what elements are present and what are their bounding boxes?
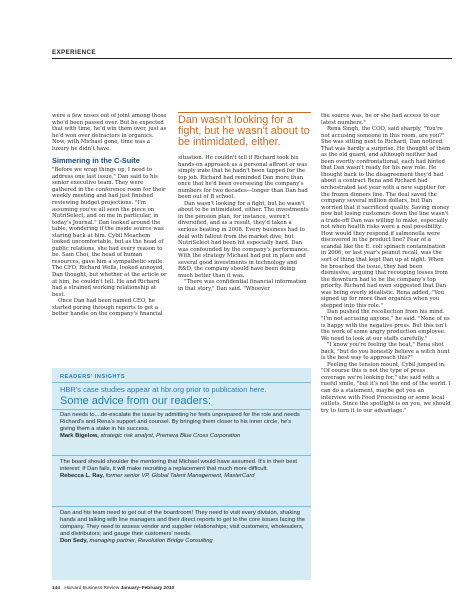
column3-paragraph-3: Dan pushed the recollection from his mind. "I'm not accusing anyone," he said. "None of us is happy with the negative press. But this isn't the work of some angry production employee. We need to look at our staffs carefully.": [321, 309, 450, 342]
column2-paragraph-3: "There was confidential financial information in that story," Dan said. "Whoever: [178, 279, 307, 292]
column3-paragraph-1: the source was, he or she had access to our latest numbers.": [321, 113, 440, 126]
readers-insights-box: [52, 368, 311, 580]
section-label: EXPERIENCE: [52, 49, 96, 56]
article-column-1: [52, 113, 168, 318]
article-column-2: [178, 155, 311, 292]
comment-author: Mark Bigelow,: [60, 433, 99, 440]
column2-paragraph-2: Dan wasn't looking for a fight, but he wasn't about to be intimidated, either. The investments in the pension plan, for instance, weren't diversified, and as a result, they'd taken a serious beating in 2008. Every business had to deal with fallout from the market dive, but NutriSelect had been hit especially hard. Dan was confounded by the company's performance. With the strategy Michael had put in place and several good investments in technology and R&D, the company should have been doing much better than it was.: [178, 200, 309, 279]
comment-author-role: former senior VP, Global Talent Management, MasterCard: [105, 473, 255, 480]
insights-divider: [52, 382, 311, 383]
reader-comment: [60, 459, 306, 480]
column3-paragraph-5: Feeling the tension mount, Cybil jumped in. "Of course this is not the type of press coverage we're looking for," she said with a rueful smile, "but it's not the end of the world. I can do a statement, maybe get you an interview with Food Processing or some local outlets. Since the spotlight is on you, we should try to turn it to our advantage.": [321, 361, 451, 414]
comment-author-role: managing partner, Revolution Bridge Consulting: [89, 538, 213, 545]
page-footer: [52, 586, 174, 591]
issue-date: January–February 2010: [120, 586, 175, 591]
article-column-3: [321, 113, 451, 414]
page-number: 144: [52, 586, 61, 591]
comment-author: Rebecca L. Ray,: [60, 473, 105, 480]
column1-paragraph-1: were a few noses out of joint among those who'd been passed over. But he expected that with time, he'd win them over, just as he'd won over detractors in organics. Now, with Michael gone, time was a luxury he didn't have.: [52, 113, 167, 152]
comment-divider: [52, 455, 311, 456]
comment-divider: [52, 506, 311, 507]
comment-text: Dan and his team need to get out of the boardroom! They need to visit every division, shaking hands and talking with line managers and their direct reports to get to the core issues facing the company. They need to assess vendor and supplier relationships; visit customers, wholesalers, and distributors; and gauge their customers' needs.: [60, 510, 305, 538]
header-divider: [52, 58, 452, 59]
insights-label: READERS' INSIGHTS: [60, 374, 126, 380]
column2-paragraph-1: situation. He couldn't tell if Richard took his hands-on approach as a personal affront or was simply irate that he hadn't been tapped for the top job. Richard had reminded Dan more than once that he'd been overseeing the company's numbers for two decades—longer than Dan had been out of B school.: [178, 155, 308, 201]
column3-paragraph-4: "I know you're feeling the heat," Rena shot back, "but do you honestly believe a witch hunt is the best way to approach this?": [321, 342, 450, 362]
pull-quote: Dan wasn't looking for a fight, but he wasn't about to be intimidated, either.: [178, 114, 310, 149]
comment-author-role: strategic risk analyst, Premera Blue Cross Corporation: [100, 433, 241, 440]
insights-intro: HBR's case studies appear at hbr.org prior to publication here.: [60, 385, 267, 394]
column1-paragraph-3: Once Dan had been named CEO, he started poring through reports to get a better handle on the company's financial: [52, 298, 163, 318]
magazine-name: Harvard Business Review: [64, 586, 120, 591]
column1-paragraph-2: "Before we wrap things up, I need to address one last issue," Dan said to his senior executive team. They were gathered in the conference room for their weekly meeting and had just finished reviewing budget projections. "I'm assuming you've all seen the piece on NutriSelect, and on me in particular, in today's Journal." Dan looked around the table, wondering if the inside source was staring back at him. Cybil Meachem looked uncomfortable, but as the head of public relations, she had every reason to be. Sam Choi, the head of human resources, gave him a sympathetic smile. The CFO, Richard Wells, looked annoyed, Dan thought, but whether at the article or at him, he couldn't tell. He and Richard had a strained working relationship at best.: [52, 167, 167, 298]
insights-divider: [52, 409, 311, 410]
reader-comment: [60, 510, 306, 545]
column3-paragraph-2: Rena Singh, the COO, said sharply, "You're not accusing someone in this room, are you?" She was sitting next to Richard, Dan noticed. That was hardly a surprise. He thought of them as the old guard, and although neither had been overtly confrontational, each had hinted that Dan wasn't ready for his new role. He thought back to the disagreement they'd had about a contract Rena and Richard had orchestrated last year with a new supplier for the frozen dinners line. The deal saved the company several million dollars, but Dan worried that it sacrificed quality. Saving money now but losing customers down the line wasn't a trade-off Dan was willing to make, especially not when health risks were a real possibility: How would they respond if salmonella were discovered in the product line? Fear of a scandal like the E. coli spinach contamination in 2006, or last year's peanut recall, was the sort of thing that kept Dan up at night. When he broached the issue, they had been dismissive, arguing that recouping losses from the downturn had to be the company's top priority. Richard had even suggested that Dan was being overly idealistic. Rena added, "You signed up for more than organics when you stepped into this role.": [321, 126, 451, 309]
reader-comment: [60, 412, 306, 440]
section-subhead: Simmering in the C-Suite: [52, 156, 140, 166]
comment-text: The board should shoulder the mentoring that Michael would have assumed. It's in their best interest: If Dan fails, it will make recruiting a replacement that much more difficult.: [60, 459, 297, 473]
insights-heading: Some advice from our readers:: [60, 395, 212, 407]
comment-author: Don Sedy,: [60, 538, 88, 545]
comment-text: Dan needs to....de-escalate the issue by admitting he feels unprepared for the role and needs Richard's and Rena's support and counsel. By bringing them closer to his inner circle, he's giving them a stake in his success.: [60, 412, 300, 433]
